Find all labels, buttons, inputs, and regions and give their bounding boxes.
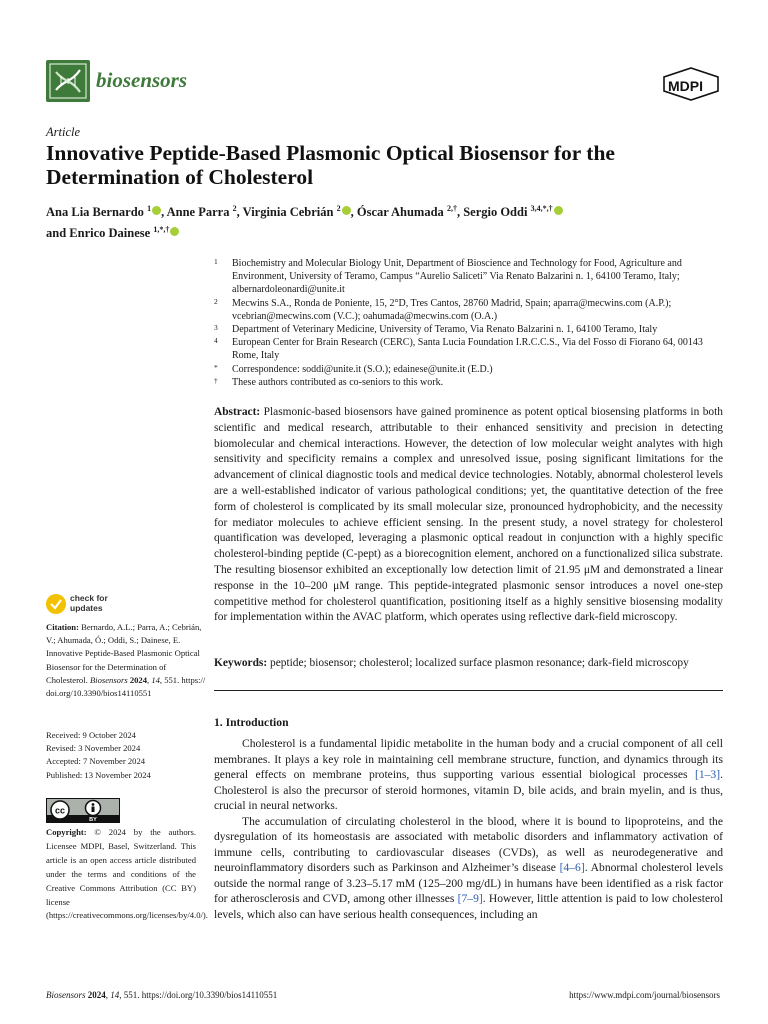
citation-label: Citation: — [46, 622, 79, 632]
article-type: Article — [46, 125, 81, 139]
affiliations — [214, 257, 724, 389]
paragraph — [214, 814, 723, 923]
affiliation-item — [214, 257, 724, 297]
citation-block: Citation: Bernardo, A.L.; Parra, A.; Cebrián, V.; Ahumada, Ó.; Oddi, S.; Dainese, E. Innovative Peptide-Based Plasmonic Optical Biosensor for the Determination of Cholesterol. Biosensors 2024, 14, 551. https:// doi.org/10.3390/bios14110551 — [46, 622, 206, 699]
check-updates-line2: updates — [70, 602, 103, 613]
abstract-text: Plasmonic-based biosensors have gained prominence as potent optical biosensing platforms in both scientific and medical research, attributable to their enhanced sensitivity and precision in detecting biomolecular and chemical interactions. However, the detection of low molecular weight analytes with high sensitivity and specificity remains a complex and unresolved issue, posing significant limitations for the advancement of clinical diagnostic tools and medical device technologies. Notably, abnormal cholesterol levels are a well-established indicator of various pathological conditions; yet, the quantitative detection of the free form of cholesterol is complicated by its small molecular size, pronounced hydrophobicity, and the necessity for mediator molecules to achieve efficient sensing. In the present study, a novel strategy for cholesterol quantification was developed, leveraging a plasmonic optical readout in conjunction with a highly specific cholesterol-binding peptide (C-pept) as a biorecognition element, anchored on a functionalized silica substrate. The resulting biosensor exhibited an exceptionally low detection limit of 21.95 μM and demonstrated a linear response in the 10–200 μM range. This peptide-integrated plasmonic sensor introduces a novel one-step competitive method for cholesterol quantification, positioning itself as a highly sensitive biosensing modality for implementation within the AVAC platform, which operates using reflective dark-field microscopy. — [214, 406, 723, 624]
creative-commons-icon — [47, 799, 119, 822]
check-updates-line1: check for — [70, 593, 108, 603]
text-run: . Abnormal cholesterol levels outside the normal range of 3.23–5.17 mM (125–200 mg/dL) in humans have been identified as a risk factor for atherosclerosis and CVD, among other illnesses — [214, 861, 723, 905]
citation-link[interactable]: [1–3] — [694, 768, 721, 781]
author-name: Óscar Ahumada — [356, 205, 444, 220]
abstract-label: Abstract: — [214, 406, 261, 418]
cc-label: BY — [89, 817, 97, 822]
citation-doi-link[interactable]: doi.org/10.3390/bios14110551 — [46, 688, 152, 699]
affiliation-item — [214, 336, 724, 362]
affiliation-mark: 3 — [214, 323, 218, 333]
section-heading: 1. Introduction — [214, 716, 289, 729]
co-senior-note: These authors contributed as co-seniors to this work. — [232, 376, 444, 388]
affiliation-mark: † — [214, 375, 218, 385]
correspondence-text: Correspondence: soddi@unite.it (S.O.); edainese@unite.it (E.D.) — [232, 363, 493, 375]
biosensors-logo-icon — [46, 60, 90, 102]
copyright-label: Copyright: — [46, 827, 87, 837]
introduction-body — [214, 736, 723, 922]
citation-link[interactable]: [4–6] — [559, 861, 585, 874]
citation-link[interactable]: [7–9] — [457, 892, 483, 905]
author-name: Virginia Cebrián — [242, 205, 334, 220]
author-list: Ana Lia Bernardo $^1$ , Anne Parra $^2$, Virginia Cebrián $^2$ , Óscar Ahumada $^{2,\dagger}$, Sergio Oddi $^{3,4,*,\dagger}$ and Enrico Dainese $^{1,*,\dagger}$ — [46, 200, 736, 242]
paragraph — [214, 736, 723, 814]
author-affiliation-mark: 2 — [336, 204, 341, 213]
author-affiliation-mark: 2,† — [446, 204, 457, 213]
text-run: . Cholesterol is also the precursor of steroid hormones, vitamin D, bile acids, and brain myelin, and is thus, crucial in neural networks. — [214, 768, 723, 812]
date-published: Published: 13 November 2024 — [46, 769, 151, 780]
author-affiliation-mark: 2 — [232, 204, 237, 213]
affiliation-text: Department of Veterinary Medicine, University of Teramo, Via Renato Balzarini n. 1, 64100 Teramo, Italy — [232, 324, 658, 336]
abstract — [214, 405, 723, 626]
svg-text:cc: cc — [54, 805, 66, 816]
text-run: The accumulation of circulating cholesterol in the blood, where it is bound to lipoproteins, and the dysregulation of its homeostasis are associated with metabolic disorders and inflammatory activation of immune cells, contributing to cardiovascular diseases (CVDs), as well as neurodegenerative and neuroinflammatory disorders such as Parkinson and Alzheimer’s disease — [214, 814, 723, 874]
author-name: Anne Parra — [166, 205, 230, 220]
affiliation-mark: 2 — [214, 296, 218, 306]
citation-year: 2024 — [129, 674, 148, 685]
author-name: Ana Lia Bernardo — [46, 205, 144, 220]
orcid-icon[interactable] — [170, 227, 179, 236]
cc-by-license-badge[interactable] — [46, 798, 120, 823]
text-run: Cholesterol is a fundamental lipidic metabolite in the human body and a crucial component of all cell membranes. It plays a key role in maintaining cell membrane structure, function, and dynamics through its general effects on membrane proteins, thus supporting various essential biological processes — [214, 737, 723, 781]
journal-name[interactable]: biosensors — [96, 68, 188, 92]
date-received: Received: 9 October 2024 — [46, 730, 136, 740]
affiliation-item — [214, 376, 724, 389]
affiliation-mark: * — [214, 362, 218, 372]
affiliation-text: Mecwins S.A., Ronda de Poniente, 15, 2°D, Tres Cantos, 28760 Madrid, Spain; aparra@mecwins.com (A.P.); vcebrian@mecwins.com (V.C.); oahumada@mecwins.com (O.A.) — [232, 297, 672, 322]
affiliation-item — [214, 297, 724, 323]
affiliation-item — [214, 323, 724, 336]
affiliation-mark: 1 — [214, 257, 218, 266]
keywords — [214, 656, 723, 671]
citation-volume: 14 — [151, 674, 160, 685]
author-affiliation-mark: 1 — [147, 204, 152, 213]
footer-journal: Biosensors — [46, 990, 86, 1000]
footer-volume: 14 — [110, 990, 120, 1000]
citation-page: , 551. https:// — [159, 674, 206, 685]
article-title: Innovative Peptide-Based Plasmonic Optical Biosensor for the Determination of Cholesterol — [46, 141, 615, 189]
citation-text: Bernardo, A.L.; Parra, A.; Cebrián, V.; Ahumada, Ó.; Oddi, S.; Dainese, E. Innovative Peptide-Based Plasmonic Optical Biosensor for the Determination of Cholesterol. — [46, 622, 202, 685]
citation-journal: Biosensors — [89, 674, 128, 685]
keywords-label: Keywords: — [214, 657, 268, 669]
date-accepted: Accepted: 7 November 2024 — [46, 756, 146, 767]
footer-citation: Biosensors 2024, 14, 551. https://doi.org/10.3390/bios14110551 — [46, 990, 278, 1000]
orcid-icon[interactable] — [554, 206, 563, 215]
affiliation-text: European Center for Brain Research (CERC), Santa Lucia Foundation I.R.C.C.S., Via del Fosso di Fiorano 64, 00143 Rome, Italy — [232, 337, 703, 362]
journal-logo — [46, 60, 90, 102]
publisher-name: MDPI — [668, 78, 703, 94]
check-for-updates-icon[interactable] — [46, 594, 66, 614]
affiliation-item — [214, 363, 724, 376]
copyright-block — [46, 826, 208, 923]
footer-year: 2024 — [87, 990, 106, 1000]
check-for-updates-button[interactable] — [70, 594, 108, 613]
copyright-text: © 2024 by the authors. Licensee MDPI, Basel, Switzerland. This article is an open access article distributed under the terms and conditions of the Creative Commons Attribution (CC BY) license (https://creativecommons.org/licenses/by/4.0/). — [46, 827, 208, 921]
affiliation-text: Biochemistry and Molecular Biology Unit, Department of Bioscience and Technology for Food, Agriculture and Environment, University of Teramo, Campus “Aurelio Saliceti” Via Renato Balzarini n. 1, 64100 Teramo, Italy; albernardoleonardi@unite.it — [232, 258, 682, 296]
orcid-icon[interactable] — [152, 206, 161, 215]
footer-journal-url[interactable]: https://www.mdpi.com/journal/biosensors — [569, 990, 720, 1000]
author-affiliation-mark: 1,*,† — [153, 225, 170, 235]
author-name: Sergio Oddi — [463, 205, 528, 220]
section-divider — [214, 690, 723, 691]
publication-dates — [46, 729, 151, 782]
keywords-text: peptide; biosensor; cholesterol; localized surface plasmon resonance; dark-field microscopy — [270, 657, 689, 669]
footer-doi-link[interactable]: , 551. https://doi.org/10.3390/bios14110551 — [119, 990, 278, 1000]
affiliation-mark: 4 — [214, 336, 218, 346]
text-run: . However, little attention is paid to low cholesterol levels, which also can have serious health consequences, including an — [214, 892, 724, 921]
orcid-icon[interactable] — [342, 206, 351, 215]
author-name: Enrico Dainese — [69, 226, 151, 241]
date-revised: Revised: 3 November 2024 — [46, 743, 141, 754]
author-affiliation-mark: 3,4,*,† — [530, 204, 553, 213]
